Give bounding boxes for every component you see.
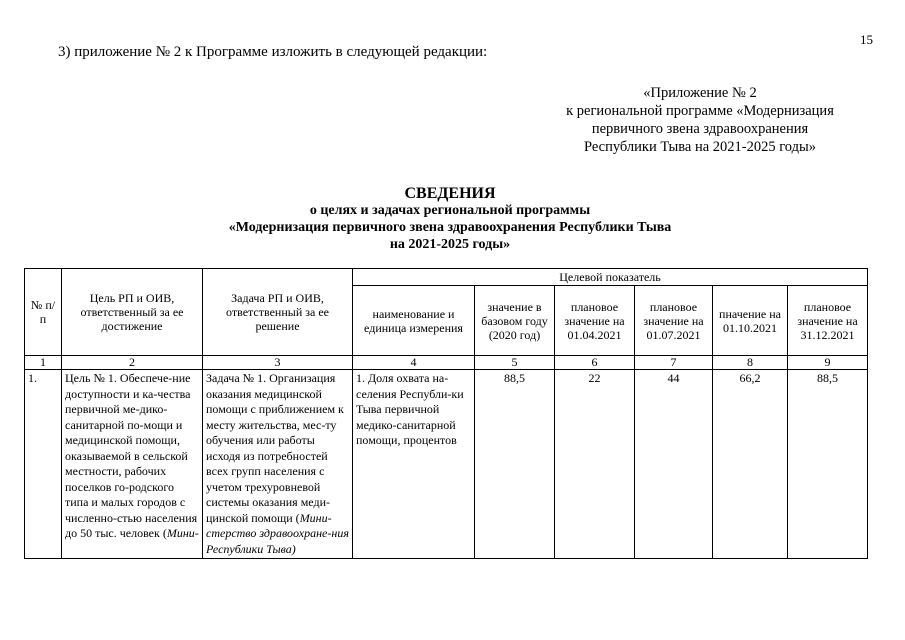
document-title: СВЕДЕНИЯ	[404, 185, 496, 202]
col-number: 7	[635, 356, 713, 370]
intro-text: 3) приложение № 2 к Программе изложить в следующей редакции:	[58, 44, 488, 60]
row-name: 1. Доля охвата на-селения Республи-ки Тыва первичной медико-санитарной помощи, процентов	[353, 370, 475, 559]
col-number: 8	[713, 356, 788, 370]
table-row	[25, 370, 868, 559]
row-p4: 88,5	[788, 370, 868, 559]
header-base: значение в базовом году (2020 год)	[475, 286, 555, 356]
document-heading	[150, 185, 750, 253]
row-num: 1.	[25, 370, 62, 559]
heading-line: «Модернизация первичного звена здравоохранения Республики Тыва	[228, 220, 672, 235]
row-task	[203, 370, 353, 559]
col-number: 6	[555, 356, 635, 370]
row-p1: 22	[555, 370, 635, 559]
heading-line: на 2021-2025 годы»	[389, 237, 511, 252]
row-base: 88,5	[475, 370, 555, 559]
row-task-italic: Мини-стерство здравоохране-ния Республики Тыва)	[206, 510, 349, 556]
appendix-line: «Приложение № 2	[643, 85, 757, 101]
appendix-block	[535, 84, 865, 156]
row-p2: 44	[635, 370, 713, 559]
goals-table	[24, 268, 868, 559]
header-name: наименование и единица измерения	[353, 286, 475, 356]
row-goal-italic: Мини-	[166, 526, 199, 540]
row-goal	[62, 370, 203, 559]
col-number: 5	[475, 356, 555, 370]
heading-line: о целях и задачах региональной программы	[309, 203, 591, 218]
header-p1: плановое значение на 01.04.2021	[555, 286, 635, 356]
row-goal-text: Цель № 1. Обеспече-ние доступности и ка-чества первичной ме-дико-санитарной по-мощи и медицинской помощи, оказываемой в сельской местности, рабочих поселков го-родского типа и малых городов с численно-стью населения до 50 тыс. человек (	[65, 371, 198, 540]
header-p2: плановое значение на 01.07.2021	[635, 286, 713, 356]
header-num: № п/п	[25, 269, 62, 356]
appendix-line: Республики Тыва на 2021-2025 годы»	[583, 139, 817, 155]
header-p3: пначение на 01.10.2021	[713, 286, 788, 356]
col-number: 1	[25, 356, 62, 370]
row-task-text: Задача № 1. Организация оказания медицинской помощи с приближением к месту жительства, мес-ту обучения или работы исходя из потребностей всех групп населения с учетом трехуровневой системы оказания меди-цинской помощи (	[206, 371, 344, 525]
header-target-group: Целевой показатель	[353, 269, 868, 286]
col-number: 9	[788, 356, 868, 370]
header-p4: плановое значение на 31.12.2021	[788, 286, 868, 356]
appendix-line: первичного звена здравоохранения	[591, 121, 809, 137]
page-number: 15	[860, 32, 873, 47]
col-number: 3	[203, 356, 353, 370]
col-number: 4	[353, 356, 475, 370]
col-number: 2	[62, 356, 203, 370]
row-p3: 66,2	[713, 370, 788, 559]
header-goal: Цель РП и ОИВ, ответственный за ее достижение	[62, 269, 203, 356]
header-task: Задача РП и ОИВ, ответственный за ее решение	[203, 269, 353, 356]
appendix-line: к региональной программе «Модернизация	[566, 103, 834, 119]
